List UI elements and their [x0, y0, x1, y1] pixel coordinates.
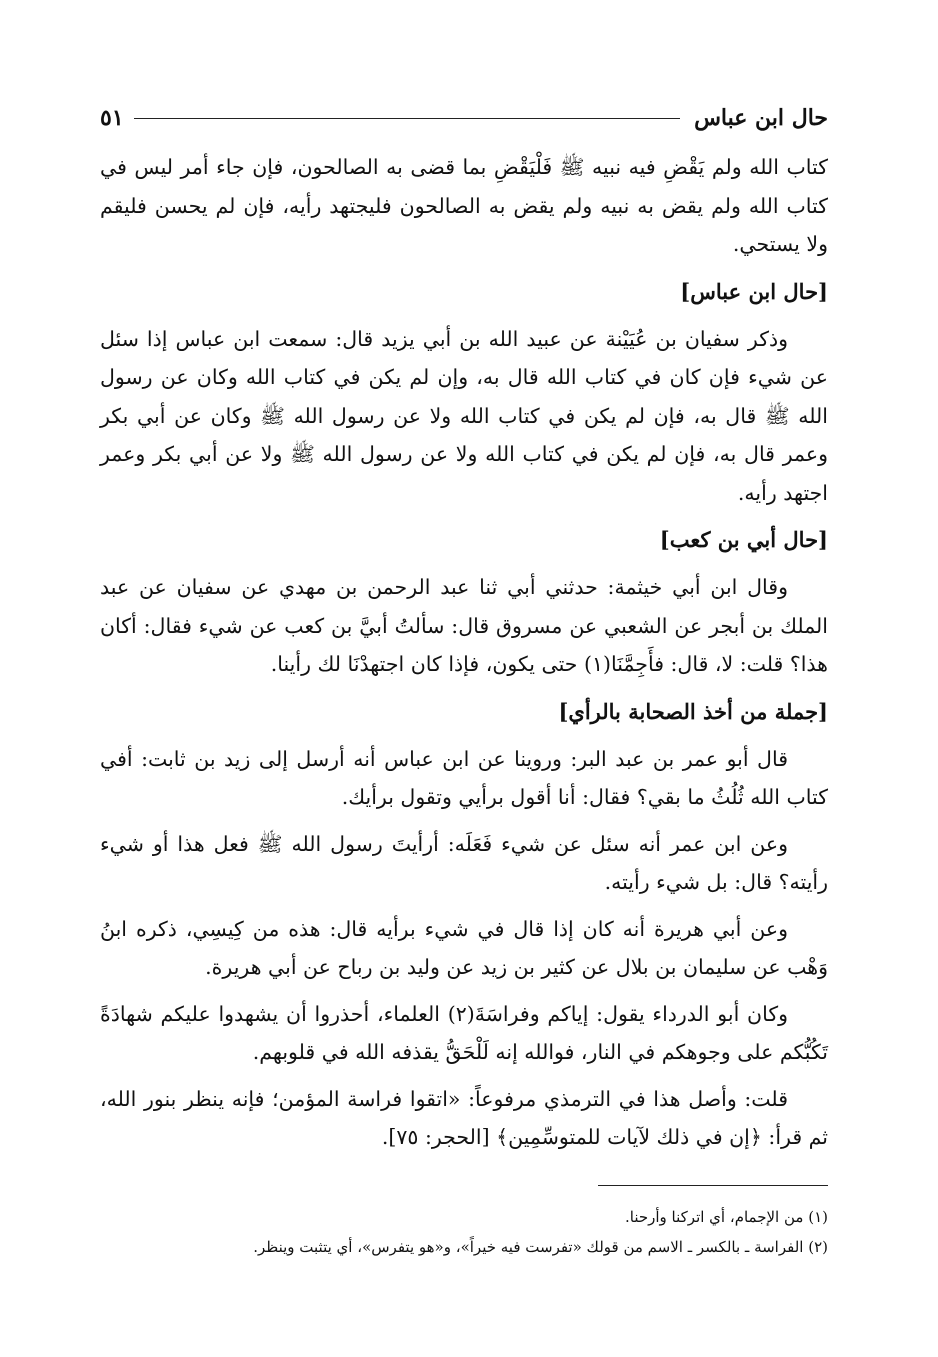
paragraph-tirmidhi: قلت: وأصل هذا في الترمذي مرفوعاً: «اتقوا فراسة المؤمن؛ فإنه ينظر بنور الله، ثم قرأ: ﴿إن في ذلك لآيات للمتوسِّمِين﴾ [الحجر: ٧٥].: [100, 1086, 828, 1149]
section-heading-sahaba: [جملة من أخذ الصحابة بالرأي]: [558, 698, 828, 724]
running-header: [100, 100, 828, 136]
running-title: حال ابن عباس: [694, 105, 828, 131]
paragraph-continuation: كتاب الله ولم يَقْضِ فيه نبيه ﷺ فَلْيَقْضِ بما قضى به الصالحون، فإن جاء أمر ليس في كتاب الله ولم يقض به نبيه ولم يقض به الصالحون فليجتهد رأيه، فإن لم يحسن فليقم ولا يستحي.: [100, 155, 828, 256]
footnote-2: (٢) الفراسة ـ بالكسر ـ الاسم من قولك «تفرست فيه خيراً»، و«هو يتفرس»، أي يتثبت وينظر.: [253, 1238, 828, 1256]
paragraph-abu-darda: وكان أبو الدرداء يقول: إياكم وفراسَةَ(٢) العلماء، أحذروا أن يشهدوا عليكم شهادَةً تَكُبُّكم على وجوهكم في النار، فوالله إنه لَلْحَقُّ يقذفه الله في قلوبهم.: [100, 1001, 828, 1064]
book-page: [100, 0, 828, 1357]
paragraph-ibn-abbas: وذكر سفيان بن عُيَيْنة عن عبيد الله بن أبي يزيد قال: سمعت ابن عباس إذا سئل عن شيء فإن كان في كتاب الله قال به، وإن لم يكن في كتاب الله وكان عن رسول الله ﷺ قال به، فإن لم يكن في كتاب الله ولا عن رسول الله ﷺ وكان عن أبي بكر وعمر قال به، فإن لم يكن في كتاب الله ولا عن رسول الله ﷺ ولا عن أبي بكر وعمر اجتهد رأيه.: [100, 326, 828, 505]
section-heading-ubayy: [حال أبي بن كعب]: [659, 527, 828, 552]
paragraph-abu-umar: قال أبو عمر بن عبد البر: وروينا عن ابن عباس أنه أرسل إلى زيد بن ثابت: أفي كتاب الله ثُلُثُ ما بقي؟ فقال: أنا أقول برأيي وتقول برأيك.: [100, 746, 828, 809]
footnotes: [100, 1185, 828, 1262]
paragraph-abu-hurayra: وعن أبي هريرة أنه كان إذا قال في شيء برأيه قال: هذه من كِيسِي، ذكره ابنُ وَهْب عن سليمان بن بلال عن كثير بن زيد عن وليد بن رباح عن أبي هريرة.: [100, 916, 828, 979]
page-number: ٥١: [100, 105, 124, 131]
footnote-rule: [598, 1185, 828, 1186]
paragraph-ubayy: وقال ابن أبي خيثمة: حدثني أبي ثنا عبد الرحمن بن مهدي عن سفيان عن عبد الملك بن أبجر عن الشعبي عن مسروق قال: سألتُ أبيَّ بن كعب عن شيء فقال: أكان هذا؟ قلت: لا، قال: فأَجِمَّنَا(١) حتى يكون، فإذا كان اجتهدْنَا لك رأينا.: [100, 575, 828, 676]
paragraph-ibn-umar: وعن ابن عمر أنه سئل عن شيء فَعَلَه: أرأيتَ رسول الله ﷺ فعل هذا أو شيء رأيته؟ قال: بل شيء رأيته.: [100, 831, 828, 894]
page-body: [100, 148, 828, 1165]
section-heading-ibn-abbas: [حال ابن عباس]: [680, 278, 828, 304]
header-rule: [134, 118, 680, 119]
footnote-1: (١) من الإجمام، أي اتركنا وأرحنا.: [625, 1208, 828, 1226]
